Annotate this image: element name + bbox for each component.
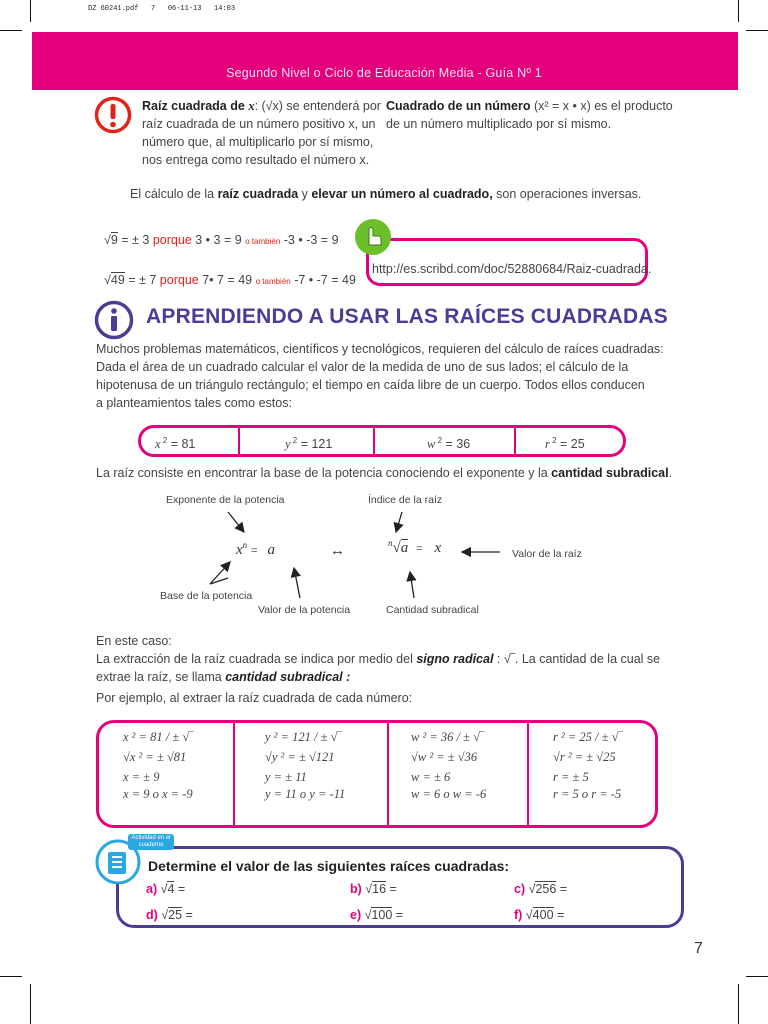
page-number: 7	[694, 940, 703, 957]
activity-item-a: a) √4 =	[146, 882, 186, 896]
equation-r: r $^2$ = 25	[545, 436, 585, 452]
activity-title: Determine el valor de las siguientes raíces cuadradas:	[148, 858, 510, 874]
explanation-text: En este caso: La extracción de la raíz cuadrada se indica por medio del signo radical : √‾. La cantidad de la cual se extrae la raíz, se llama cantidad subradical : Por ejemplo, al extraer la raíz cuadrada de cada número:	[96, 634, 661, 705]
equation-x: x $^2$ = 81	[155, 436, 196, 452]
label-valor-potencia: Valor de la potencia	[258, 604, 351, 616]
label-valor-raiz: Valor de la raíz	[512, 548, 582, 560]
activity-badge: Actividad en el cuaderno	[128, 834, 174, 850]
equation-w: w $^2$ = 36	[427, 436, 471, 452]
solution-x: x ² = 81 / ± √‾ √x ² = ± √81 x = ± 9 x = 9 o x = -9	[123, 730, 194, 801]
activity-item-d: d) √25 =	[146, 908, 193, 922]
solution-w: w ² = 36 / ± √‾ √w ² = ± √36 w = ± 6 w = 6 o w = -6	[411, 730, 487, 801]
label-indice: Índice de la raíz	[368, 494, 443, 506]
equation-y: y $^2$ = 121	[285, 436, 333, 452]
intro-paragraph: Muchos problemas matemáticos, científicos y tecnológicos, requieren del cálculo de raíces cuadradas: Dada el área de un cuadrado calcular el valor de la medida de uno de sus lados; el cálculo de la hipotenusa de un triángulo rectángulo; el tiempo en caída libre de un cuerpo. Todos ellos conducen a planteamientos tales como estos:	[96, 342, 664, 410]
label-exponente: Exponente de la potencia	[166, 494, 285, 506]
inverse-operations-sentence: El cálculo de la raíz cuadrada y elevar un número al cuadrado, son operaciones inversas.	[130, 187, 642, 201]
example-root-9: √9 = ± 3 porque 3 • 3 = 9 o también -3 • -3 = 9	[104, 233, 339, 247]
activity-item-b: b) √16 =	[350, 882, 397, 896]
solution-y: y ² = 121 / ± √‾ √y ² = ± √121 y = ± 11 y = 11 o y = -11	[265, 730, 346, 801]
equivalence-arrow: ↔	[330, 542, 345, 559]
label-base: Base de la potencia	[160, 590, 253, 602]
solution-r: r ² = 25 / ± √‾ √r ² = ± √25 r = ± 5 r = 5 o r = -5	[553, 730, 623, 801]
definition-square: Cuadrado de un número (x² = x • x) es el producto de un número multiplicado por sí mismo.	[386, 99, 673, 131]
print-header: DZ 60241.pdf 7 06-11-13 14:03	[88, 5, 236, 13]
definition-square-root: Raíz cuadrada de x: (√x) se entenderá por raíz cuadrada de un número positivo x, un número que, al multiplicarlo por sí mismo, nos entrega como resultado el número x.	[142, 99, 381, 167]
base-sentence: La raíz consiste en encontrar la base de la potencia conociendo el exponente y la cantidad subradical.	[96, 466, 673, 480]
section-title: APRENDIENDO A USAR LAS RAÍCES CUADRADAS	[146, 305, 668, 328]
banner-title: Segundo Nivel o Ciclo de Educación Media - Guía Nº 1	[226, 66, 542, 80]
solutions-table	[96, 720, 658, 828]
power-expression: $x^n = a$	[236, 540, 275, 558]
activity-item-f: f) √400 =	[514, 908, 565, 922]
activity-item-e: e) √100 =	[350, 908, 404, 922]
scribd-link[interactable]: http://es.scribd.com/doc/52880684/Raiz-cuadrada.	[372, 262, 652, 276]
root-expression: $^n$√a = x	[388, 538, 442, 556]
activity-item-c: c) √256 =	[514, 882, 568, 896]
example-root-49: √49 = ± 7 porque 7• 7 = 49 o también -7 • -7 = 49	[104, 273, 356, 287]
label-cantidad-subradical: Cantidad subradical	[386, 604, 479, 616]
